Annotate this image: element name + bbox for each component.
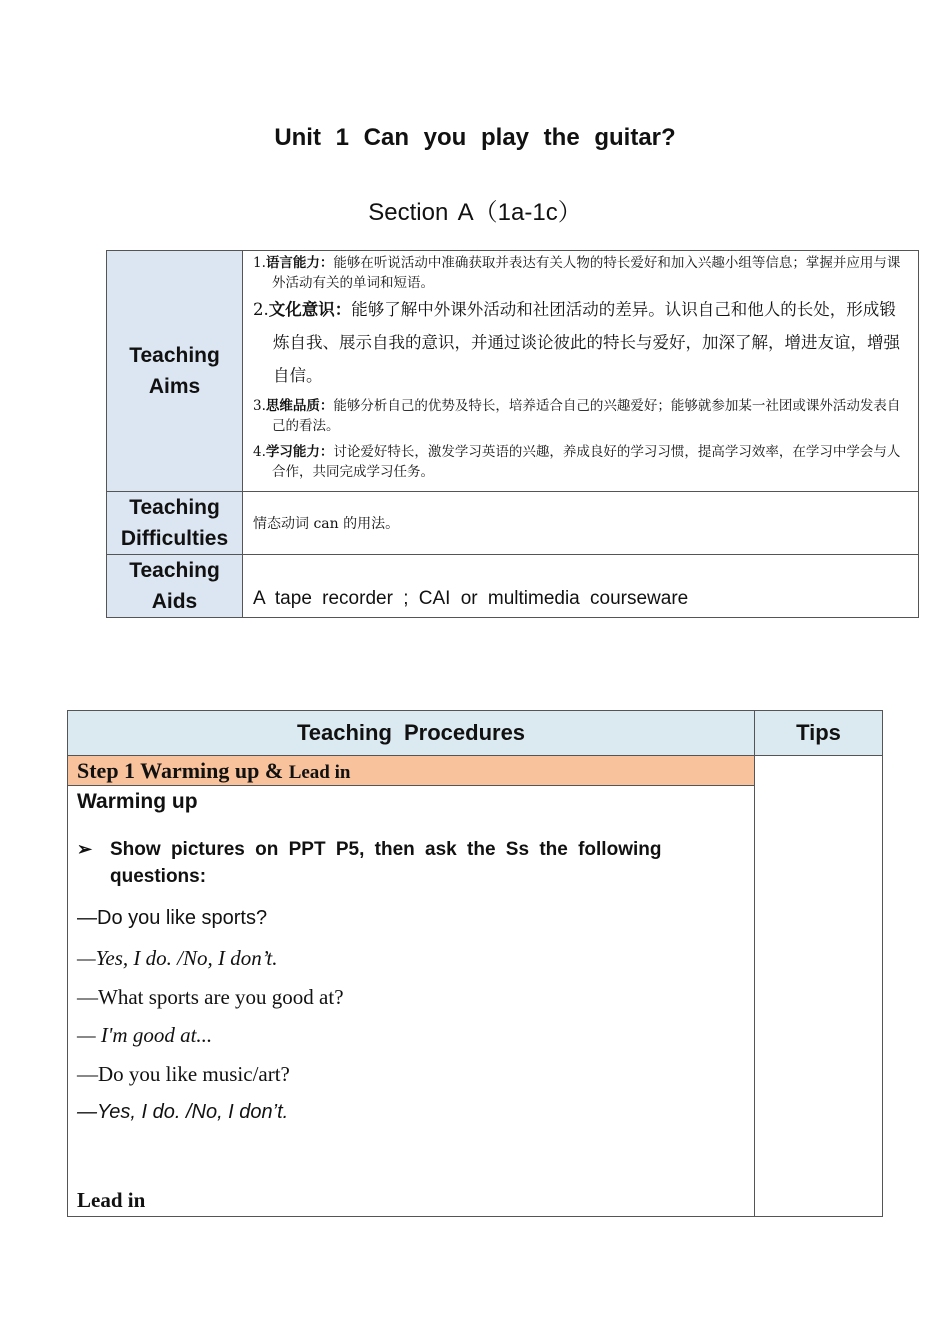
tips-header: Tips xyxy=(755,711,883,756)
step-title: Step 1 Warming up & Lead in xyxy=(68,756,755,786)
dialogue-line: —Do you like music/art? xyxy=(77,1062,290,1086)
aim-item-language: 1.语言能力：能够在听说活动中准确获取并表达有关人物的特长爱好和加入兴趣小组等信息；掌握并应用与课外活动有关的单词和短语。 xyxy=(253,255,901,291)
aids-content: A tape recorder ; CAI or multimedia courseware xyxy=(243,555,919,618)
dialogue-line: — I'm good at... xyxy=(77,1023,213,1047)
aids-row xyxy=(107,555,919,618)
teaching-procedures-table xyxy=(67,710,883,1217)
aim-item-learning: 4.学习能力：讨论爱好特长，激发学习英语的兴趣，养成良好的学习习惯，提高学习效率，在学习中学会与人合作，共同完成学习任务。 xyxy=(253,444,901,480)
procedures-header-row xyxy=(68,711,883,756)
aim-item-culture: 2.文化意识：能够了解中外课外活动和社团活动的差异。认识自己和他人的长处，形成锻炼自我、展示自我的意识，并通过谈论彼此的特长与爱好，加深了解，增进友谊，增强自信。 xyxy=(253,300,900,385)
warming-up-label: Warming up xyxy=(77,790,198,813)
aids-label: Teaching Aids xyxy=(107,555,243,618)
teaching-aims-table xyxy=(106,250,919,618)
dialogue-line: —Yes, I do. /No, I don’t. xyxy=(77,1101,289,1123)
dialogue-line: —What sports are you good at? xyxy=(77,985,344,1009)
aims-row xyxy=(107,251,919,492)
difficulties-content: 情态动词 can 的用法。 xyxy=(243,492,919,555)
aims-label: Teaching Aims xyxy=(107,251,243,492)
bullet-item: ➢ Show pictures on PPT P5, then ask the Ss the following questions: xyxy=(77,836,677,890)
section-subtitle: Section A（1a-1c） xyxy=(368,199,582,226)
aims-content xyxy=(243,251,919,492)
arrow-bullet-icon: ➢ xyxy=(77,839,93,859)
dialogue-line: —Do you like sports? xyxy=(77,907,268,929)
tips-cell xyxy=(755,756,883,1217)
page-title: Unit 1 Can you play the guitar? xyxy=(274,124,676,151)
lead-in-label: Lead in xyxy=(77,1188,146,1212)
procedures-header: Teaching Procedures xyxy=(68,711,755,756)
dialogue-line: —Yes, I do. /No, I don’t. xyxy=(77,946,278,970)
difficulties-label: Teaching Difficulties xyxy=(107,492,243,555)
aim-item-thinking: 3.思维品质：能够分析自己的优势及特长，培养适合自己的兴趣爱好；能够就参加某一社团或课外活动发表自己的看法。 xyxy=(253,398,901,434)
step-row xyxy=(68,756,883,786)
difficulties-row xyxy=(107,492,919,555)
procedure-content xyxy=(68,786,755,1217)
